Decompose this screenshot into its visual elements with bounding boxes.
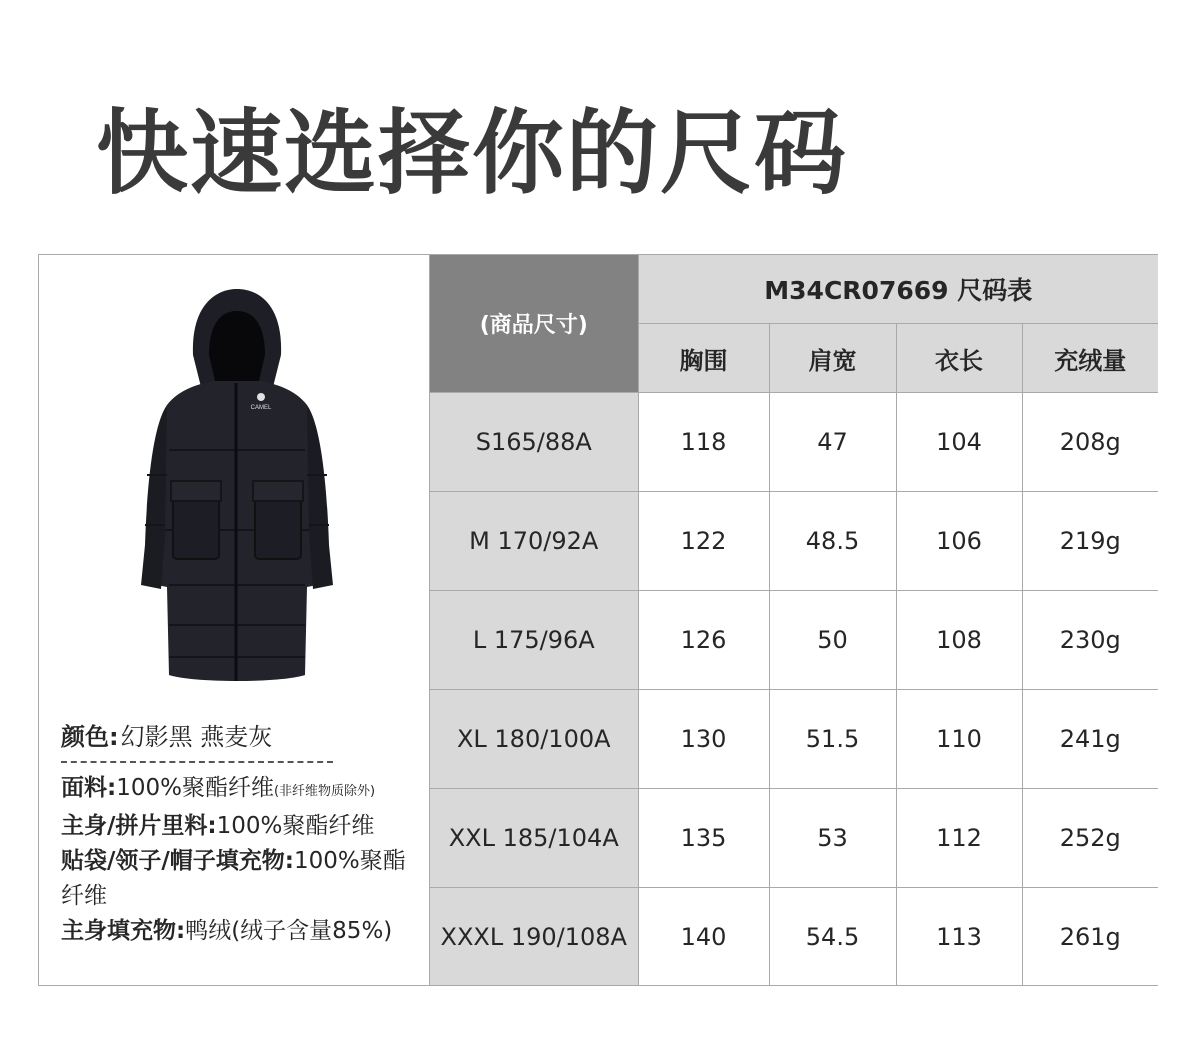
- table-cell: 219g: [1022, 492, 1158, 591]
- product-info: [39, 255, 430, 985]
- dashed-divider: [61, 761, 333, 763]
- size-cell: S165/88A: [430, 393, 638, 492]
- table-cell: 261g: [1022, 888, 1158, 985]
- table-row: [430, 591, 1158, 690]
- table-cell: 110: [896, 690, 1022, 789]
- table-cell: 48.5: [769, 492, 896, 591]
- table-title-row: [430, 255, 1158, 324]
- table-cell: 113: [896, 888, 1022, 985]
- column-header-length: 衣长: [896, 324, 1022, 393]
- table-cell: 50: [769, 591, 896, 690]
- table-cell: 112: [896, 789, 1022, 888]
- page-title: 快速选择你的尺码: [96, 100, 849, 207]
- table-cell: 108: [896, 591, 1022, 690]
- size-column-header: (商品尺寸): [430, 255, 638, 393]
- table-cell: 122: [638, 492, 769, 591]
- size-cell: XXXL 190/108A: [430, 888, 638, 985]
- size-cell: L 175/96A: [430, 591, 638, 690]
- material-item: 主身/拼片里料:100%聚酯纤维: [61, 813, 375, 839]
- color-info: [61, 717, 272, 752]
- color-label: 颜色:: [61, 723, 119, 751]
- brand-logo-text: CAMEL: [250, 405, 272, 411]
- table-row: [430, 690, 1158, 789]
- size-cell: XXL 185/104A: [430, 789, 638, 888]
- table-row: [430, 492, 1158, 591]
- table-cell: 126: [638, 591, 769, 690]
- size-cell: XL 180/100A: [430, 690, 638, 789]
- table-cell: 118: [638, 393, 769, 492]
- table-cell: 230g: [1022, 591, 1158, 690]
- column-header-shoulder: 肩宽: [769, 324, 896, 393]
- size-guide-panel: [38, 254, 1158, 986]
- table-row: [430, 789, 1158, 888]
- table-cell: 252g: [1022, 789, 1158, 888]
- material-item: 贴袋/领子/帽子填充物:100%聚酯纤维: [61, 848, 406, 909]
- table-cell: 54.5: [769, 888, 896, 985]
- size-cell: M 170/92A: [430, 492, 638, 591]
- materials-list: [61, 771, 421, 949]
- jacket-image: [131, 285, 341, 695]
- size-table-title: M34CR07669 尺码表: [638, 255, 1158, 324]
- table-cell: 208g: [1022, 393, 1158, 492]
- table-cell: 140: [638, 888, 769, 985]
- table-cell: 130: [638, 690, 769, 789]
- size-table: [430, 255, 1158, 985]
- table-row: [430, 393, 1158, 492]
- table-cell: 53: [769, 789, 896, 888]
- table-cell: 106: [896, 492, 1022, 591]
- table-row: [430, 888, 1158, 985]
- material-item: 面料:100%聚酯纤维(非纤维物质除外): [61, 775, 376, 801]
- table-cell: 47: [769, 393, 896, 492]
- color-value: 幻影黑 燕麦灰: [120, 723, 273, 751]
- table-cell: 51.5: [769, 690, 896, 789]
- column-header-chest: 胸围: [638, 324, 769, 393]
- table-cell: 241g: [1022, 690, 1158, 789]
- table-cell: 104: [896, 393, 1022, 492]
- material-item: 主身填充物:鸭绒(绒子含量85%): [61, 918, 393, 944]
- column-header-fill: 充绒量: [1022, 324, 1158, 393]
- table-cell: 135: [638, 789, 769, 888]
